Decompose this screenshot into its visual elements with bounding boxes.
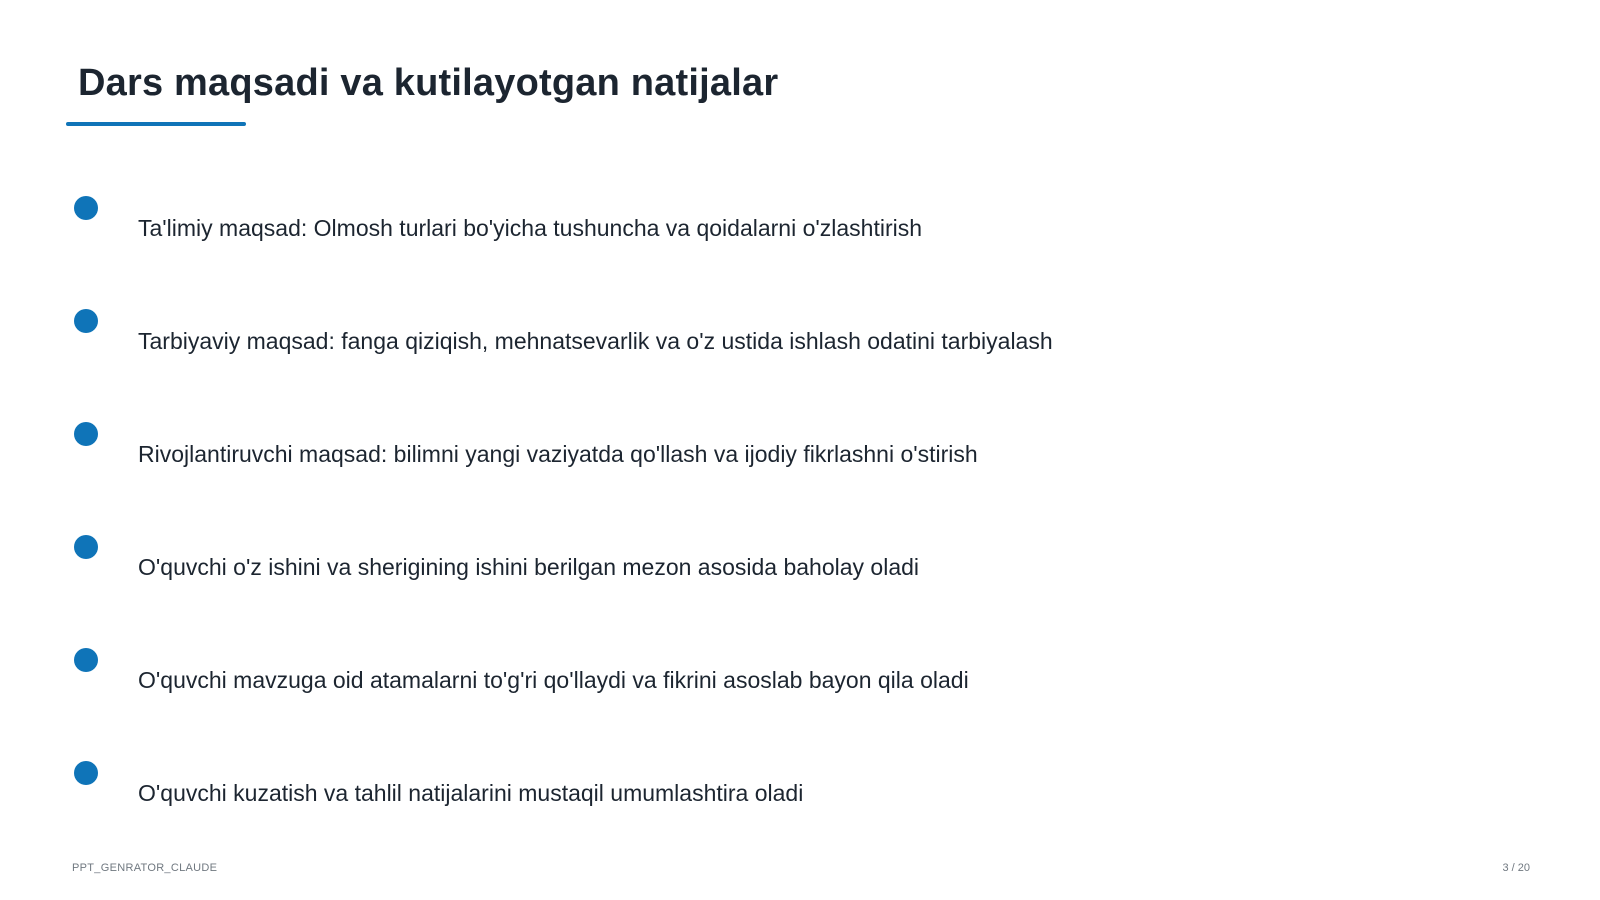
bullet-dot-icon	[74, 535, 98, 559]
page-indicator: 3 / 20	[1502, 862, 1530, 874]
bullet-text: O'quvchi mavzuga oid atamalarni to'g'ri qo'llaydi va fikrini asoslab bayon qila oladi	[138, 667, 969, 693]
bullet-dot-icon	[74, 309, 98, 333]
list-item	[74, 761, 1524, 841]
bullet-dot-icon	[74, 761, 98, 785]
bullet-text: Tarbiyaviy maqsad: fanga qiziqish, mehnatsevarlik va o'z ustida ishlash odatini tarbiyalash	[138, 328, 1053, 354]
bullet-dot-icon	[74, 648, 98, 672]
footer-brand: PPT_GENRATOR_CLAUDE	[72, 862, 218, 874]
list-item	[74, 422, 1524, 502]
list-item	[74, 309, 1524, 389]
bullet-text: Ta'limiy maqsad: Olmosh turlari bo'yicha tushuncha va qoidalarni o'zlashtirish	[138, 215, 923, 241]
list-item	[74, 196, 1524, 276]
bullet-text: Rivojlantiruvchi maqsad: bilimni yangi vaziyatda qo'llash va ijodiy fikrlashni o'stirish	[138, 441, 978, 467]
bullet-text: O'quvchi o'z ishini va sherigining ishini berilgan mezon asosida baholay oladi	[138, 554, 920, 580]
list-item	[74, 648, 1524, 728]
list-item	[74, 535, 1524, 615]
bullet-dot-icon	[74, 196, 98, 220]
bullet-text: O'quvchi kuzatish va tahlil natijalarini mustaqil umumlashtira oladi	[138, 780, 804, 806]
bullet-dot-icon	[74, 422, 98, 446]
slide-title: Dars maqsadi va kutilayotgan natijalar	[78, 62, 779, 104]
